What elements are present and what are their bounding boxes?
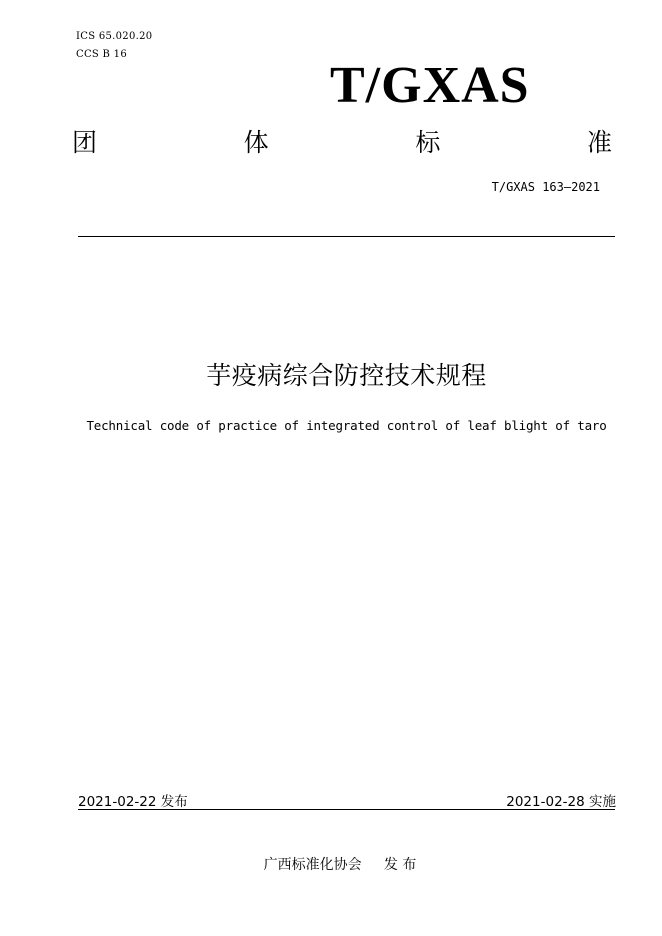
publisher-action: 发 布 [383,857,417,873]
document-title-chinese: 芋疫病综合防控技术规程 [206,361,487,390]
standard-type-char: 准 [586,128,612,157]
ics-code: ICS 65.020.20 [76,31,153,42]
standard-type-char: 标 [415,128,441,157]
top-divider [78,236,615,237]
standard-type-char: 团 [72,128,98,157]
standard-type-char: 体 [243,128,269,157]
issue-date: 2021-02-22 发布 [78,794,188,810]
document-title-english: Technical code of practice of integrated control of leaf blight of taro [86,418,607,433]
bottom-divider [78,809,615,810]
standard-number: T/GXAS 163—2021 [491,180,600,194]
implementation-date: 2021-02-28 实施 [506,794,616,810]
publisher-line [200,854,480,874]
standard-type-heading [72,126,612,160]
standard-brand-logo: T/GXAS [330,57,530,114]
publisher-org: 广西标准化协会 [263,857,362,873]
ccs-code: CCS B 16 [76,49,127,60]
